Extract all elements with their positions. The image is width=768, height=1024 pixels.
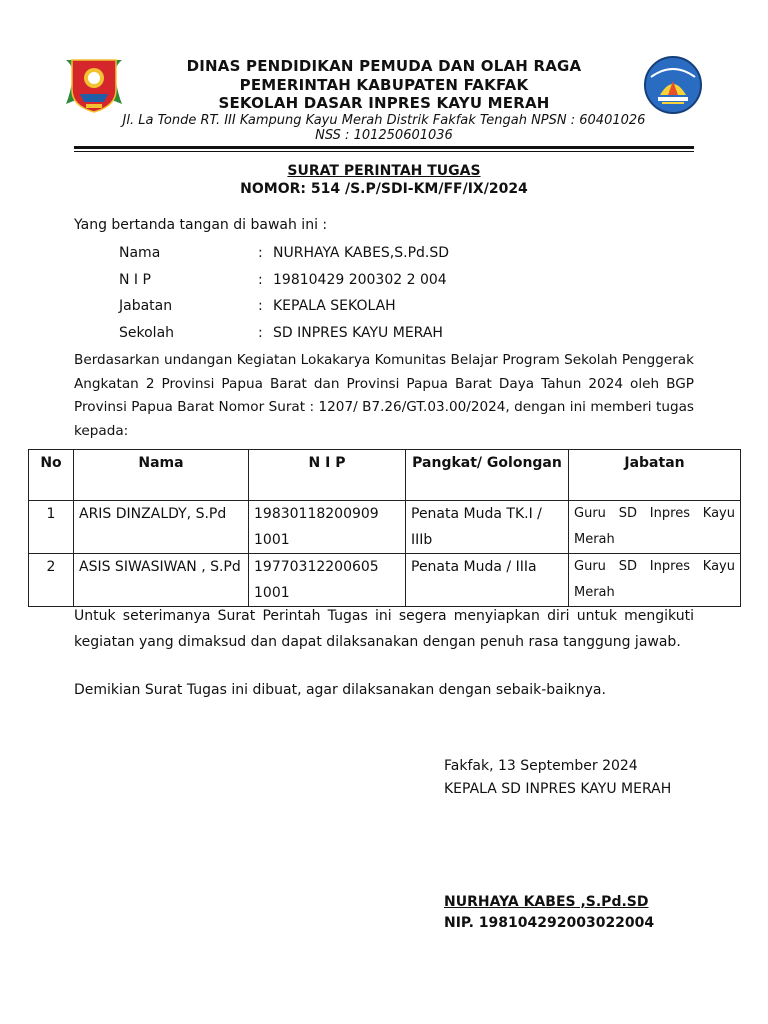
cell-pangkat: Penata Muda TK.I / IIIb <box>406 501 569 554</box>
signatory-name: NURHAYA KABES ,S.Pd.SD <box>444 894 649 910</box>
field-label-nip: N I P <box>119 272 151 288</box>
header-nama: Nama <box>74 450 249 501</box>
cell-no: 2 <box>29 554 74 607</box>
field-value-sekolah: SD INPRES KAYU MERAH <box>273 325 443 341</box>
signature-place-date: Fakfak, 13 September 2024 <box>444 758 638 774</box>
table-row <box>29 501 741 554</box>
field-label-nama: Nama <box>119 245 161 261</box>
cell-nip: 19830118200909 1001 <box>249 501 406 554</box>
assignee-table <box>28 449 741 607</box>
school-name: SEKOLAH DASAR INPRES KAYU MERAH <box>218 94 550 112</box>
header-nip: N I P <box>249 450 406 501</box>
field-colon: : <box>258 325 263 341</box>
letterhead-rule-thin <box>74 151 694 152</box>
closing-statement: Demikian Surat Tugas ini dibuat, agar dilaksanakan dengan sebaik-baiknya. <box>74 682 606 698</box>
field-value-nama: NURHAYA KABES,S.Pd.SD <box>273 245 450 261</box>
intro-text: Yang bertanda tangan di bawah ini : <box>74 217 328 233</box>
header-pangkat: Pangkat/ Golongan <box>406 450 569 501</box>
field-colon: : <box>258 298 263 314</box>
school-nss: NSS : 101250601036 <box>315 128 453 143</box>
cell-jabatan: Guru SD Inpres Kayu Merah <box>569 501 741 554</box>
document-title-text: SURAT PERINTAH TUGAS <box>287 163 481 179</box>
closing-paragraph: Untuk seterimanya Surat Perintah Tugas ini segera menyiapkan diri untuk mengikuti kegiatan yang dimaksud dan dapat dilaksanakan dengan penuh rasa tanggung jawab. <box>74 608 694 650</box>
field-value-nip: 19810429 200302 2 004 <box>273 272 447 288</box>
document-title <box>0 163 768 179</box>
field-colon: : <box>258 245 263 261</box>
signature-role: KEPALA SD INPRES KAYU MERAH <box>444 781 672 797</box>
header-jabatan: Jabatan <box>569 450 741 501</box>
table-row <box>29 554 741 607</box>
government-name: PEMERINTAH KABUPATEN FAKFAK <box>239 76 529 94</box>
signatory-nip: NIP. 198104292003022004 <box>444 915 655 931</box>
field-label-jabatan: Jabatan <box>119 298 173 314</box>
letterhead-rule-thick <box>74 146 694 149</box>
document-number: NOMOR: 514 /S.P/SDI-KM/FF/IX/2024 <box>240 181 528 197</box>
field-label-sekolah: Sekolah <box>119 325 175 341</box>
cell-nama: ASIS SIWASIWAN , S.Pd <box>74 554 249 607</box>
agency-name: DINAS PENDIDIKAN PEMUDA DAN OLAH RAGA <box>186 57 582 75</box>
header-no: No <box>29 450 74 501</box>
cell-pangkat: Penata Muda / IIIa <box>406 554 569 607</box>
field-colon: : <box>258 272 263 288</box>
basis-paragraph: Berdasarkan undangan Kegiatan Lokakarya Komunitas Belajar Program Sekolah Penggerak Angkatan 2 Provinsi Papua Barat dan Provinsi Papua Barat Daya Tahun 2024 oleh BGP Provinsi Papua Barat Nomor Surat : 1207/ B7.26/GT.03.00/2024, dengan ini memberi tugas kepada: <box>74 352 694 439</box>
field-value-jabatan: KEPALA SEKOLAH <box>273 298 396 314</box>
cell-nama: ARIS DINZALDY, S.Pd <box>74 501 249 554</box>
school-address: Jl. La Tonde RT. III Kampung Kayu Merah Distrik Fakfak Tengah NPSN : 60401026 <box>122 113 646 128</box>
table-header-row <box>29 450 741 501</box>
cell-jabatan: Guru SD Inpres Kayu Merah <box>569 554 741 607</box>
cell-nip: 19770312200605 1001 <box>249 554 406 607</box>
cell-no: 1 <box>29 501 74 554</box>
